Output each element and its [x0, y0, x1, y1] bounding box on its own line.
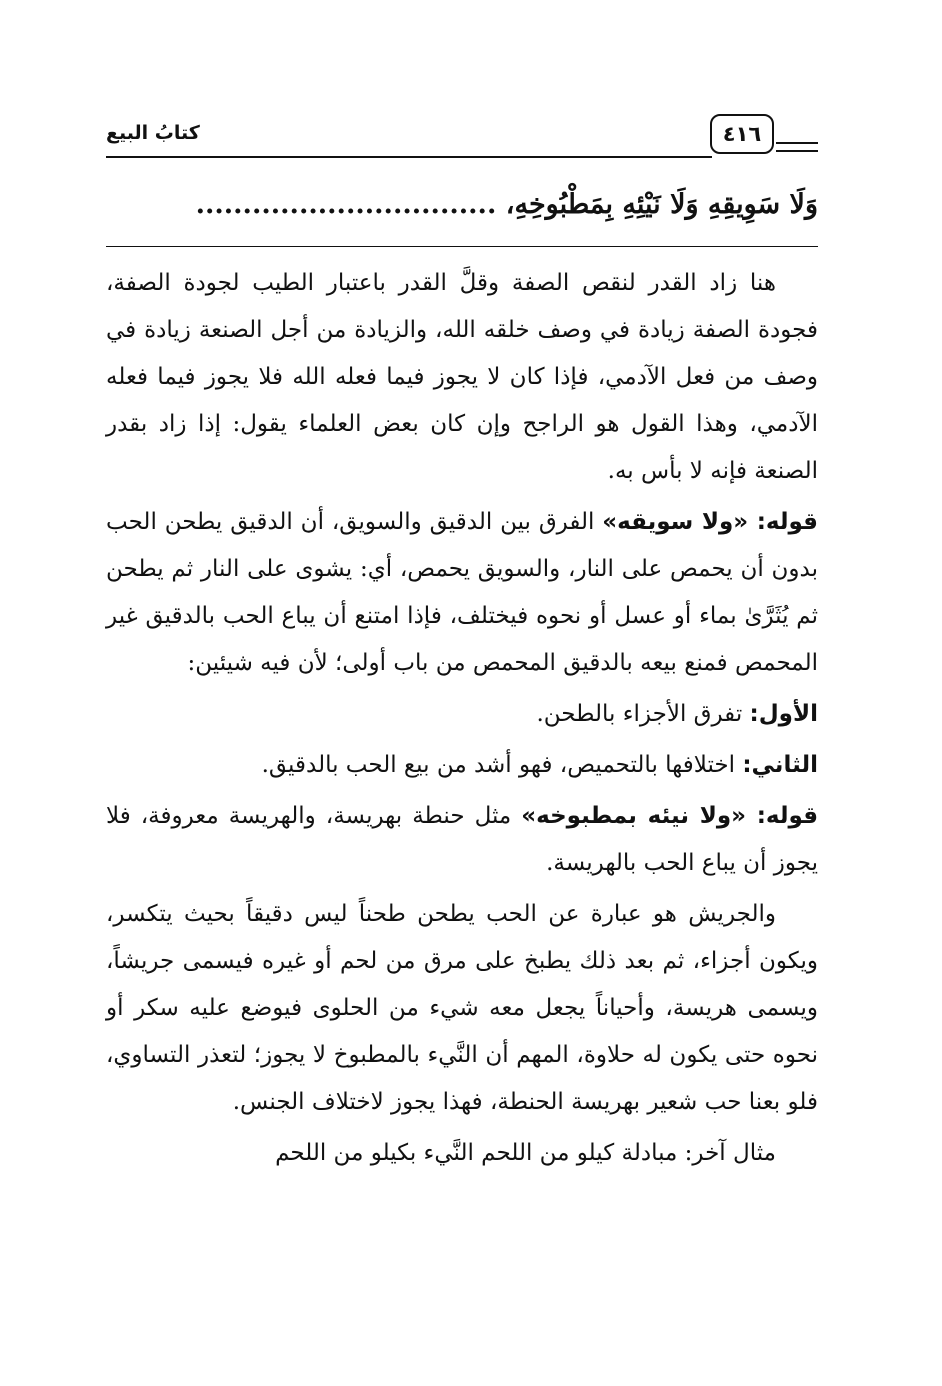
paragraph-text: اختلافها بالتحميص، فهو أشد من بيع الحب بالدقيق.: [261, 752, 743, 778]
paragraph-lead: الأول:: [749, 701, 818, 727]
commentary-body: [106, 260, 818, 1181]
paragraph: مثال آخر: مبادلة كيلو من اللحم النَّيء بكيلو من اللحم: [275, 1140, 776, 1166]
header-rule: [106, 156, 712, 158]
paragraph-text: مثل حنطة بهريسة، والهريسة معروفة، فلا يجوز أن يباع الحب بالهريسة.: [106, 803, 818, 876]
matn-separator: [106, 246, 818, 247]
paragraph: والجريش هو عبارة عن الحب يطحن طحناً ليس دقيقاً بحيث يتكسر، ويكون أجزاء، ثم بعد ذلك يطبخ على مرق من لحم أو غيره فيسمى جريشاً، ويسمى هريسة، وأحياناً يجعل معه شيء من الحلوى فيوضع عليه سكر أو نحوه حتى يكون له حلاوة، المهم أن النَّيء بالمطبوخ لا يجوز؛ لتعذر التساوي، فلو بعنا حب شعير بهريسة الحنطة، فهذا يجوز لاختلاف الجنس.: [106, 901, 818, 1115]
paragraph: [106, 499, 818, 687]
paragraph-lead: قوله: «ولا سويقه»: [602, 509, 818, 535]
matn-line: [106, 182, 818, 228]
paragraph: هنا زاد القدر لنقص الصفة وقلَّ القدر باعتبار الطيب لجودة الصفة، فجودة الصفة زيادة في وصف خلقه الله، والزيادة من أجل الصنعة زيادة في وصف من فعل الآدمي، فإذا كان لا يجوز فيما فعله الله فلا يجوز فيما فعله الآدمي، وهذا القول هو الراجح وإن كان بعض العلماء يقول: إذا زاد بقدر الصنعة فإنه لا بأس به.: [106, 270, 818, 484]
page-number: ٤١٦: [710, 114, 774, 154]
page-header: [106, 112, 818, 162]
paragraph: [106, 691, 818, 738]
header-double-rule: [776, 142, 818, 152]
paragraph-text: تفرق الأجزاء بالطحن.: [536, 701, 750, 727]
paragraph: [106, 793, 818, 887]
paragraph: [106, 742, 818, 789]
running-title: كتابُ البيع: [106, 122, 200, 144]
matn-dots: ................................: [195, 189, 497, 220]
paragraph-text: الفرق بين الدقيق والسويق، أن الدقيق يطحن الحب بدون أن يحمص على النار، والسويق يحمص، أي: يشوى على النار ثم يطحن ثم يُثَرَّىٰ بماء أو عسل أو نحوه فيختلف، فإذا امتنع أن يباع الحب بالدقيق غير المحمص فمنع بيعه بالدقيق المحمص من باب أولى؛ لأن فيه شيئين:: [106, 509, 818, 676]
paragraph-lead: الثاني:: [742, 752, 818, 778]
paragraph-lead: قوله: «ولا نيئه بمطبوخه»: [521, 803, 818, 829]
matn-text: وَلَا سَوِيقِهِ وَلَا نَيْئِهِ بِمَطْبُوخِهِ،: [505, 189, 818, 220]
